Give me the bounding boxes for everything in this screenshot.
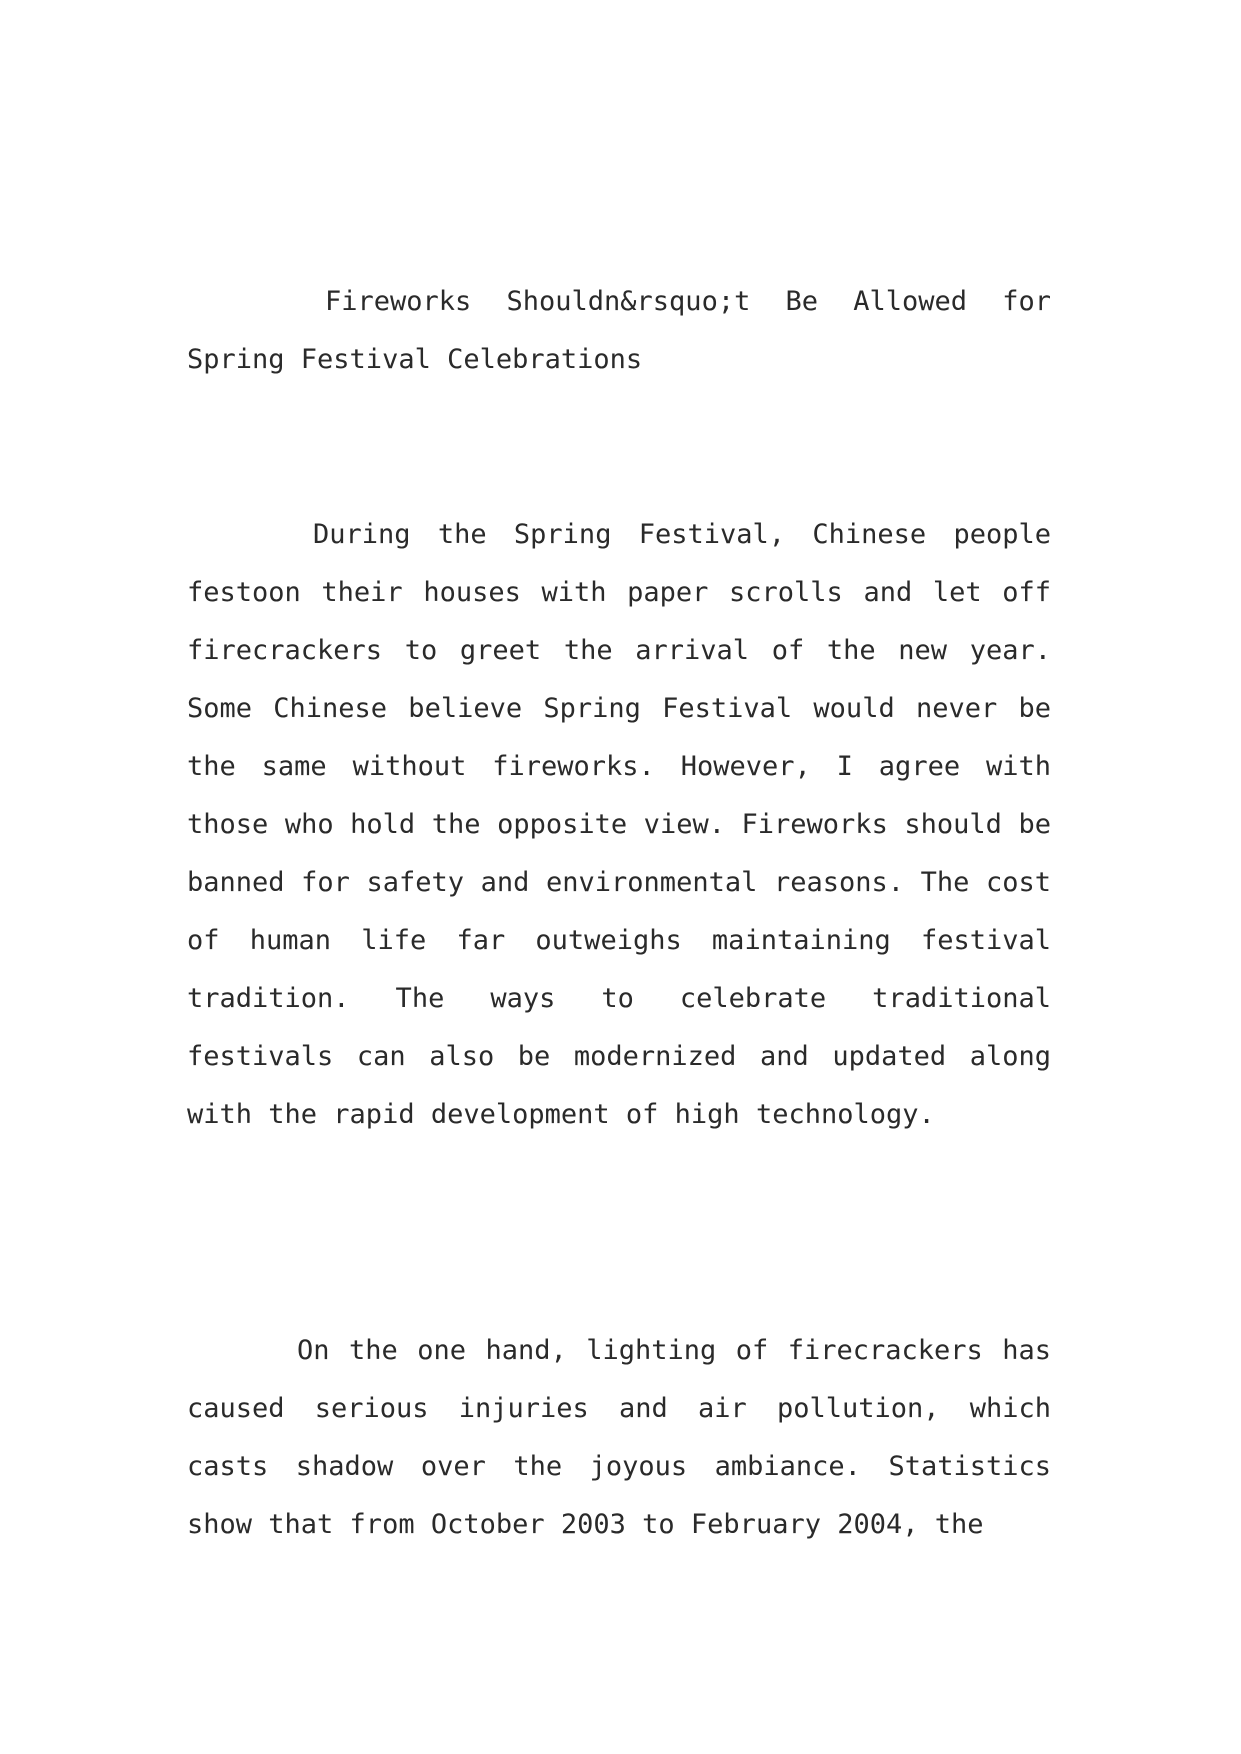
document-title: Fireworks Shouldn&rsquo;t Be Allowed for Spring Festival Celebrations <box>187 286 1051 375</box>
paragraph-body: On the one hand, lighting of firecrackers has caused serious injuries and air pollution, which casts shadow over the joyous ambiance. Statistics show that from October 2003 to February 2004, the <box>187 1335 1051 1540</box>
paragraph-intro: During the Spring Festival, Chinese people festoon their houses with paper scrolls and let off firecrackers to greet the arrival of the new year. Some Chinese believe Spring Festival would never be the same without fireworks. However, I agree with those who hold the opposite view. Fireworks should be banned for safety and environmental reasons. The cost of human life far outweighs maintaining festival tradition. The ways to celebrate traditional festivals can also be modernized and updated along with the rapid development of high technology. <box>187 519 1051 1130</box>
